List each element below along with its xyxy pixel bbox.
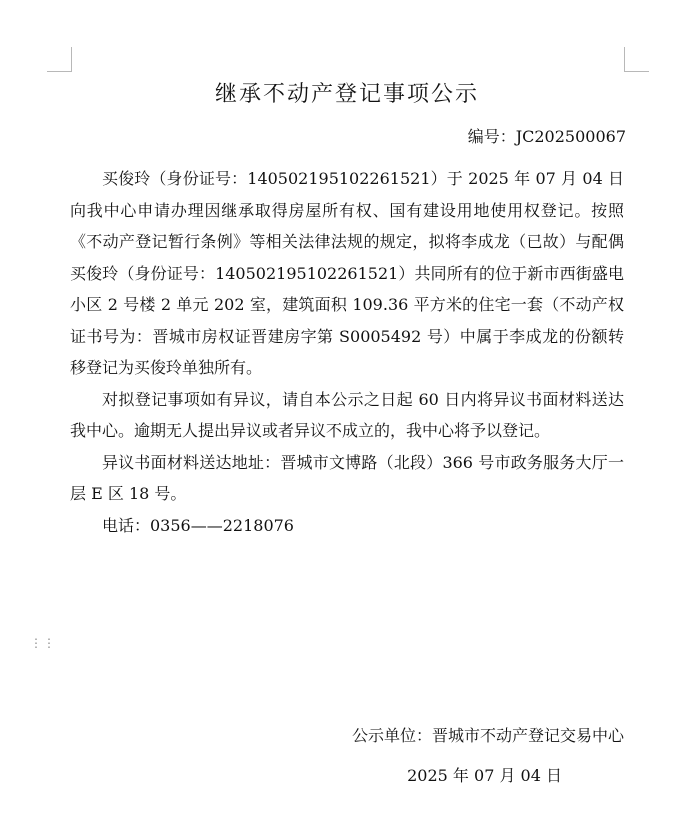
page-title: 继承不动产登记事项公示 xyxy=(214,82,479,107)
issue-date: 2025 年 07 月 04 日 xyxy=(407,766,562,785)
paragraph-objection: 对拟登记事项如有异议，请自本公示之日起 60 日内将异议书面材料送达我中心。逾期无人提出异议或者异议不成立的，我中心将予以登记。 xyxy=(70,389,624,440)
paragraph-phone: 电话：0356——2218076 xyxy=(102,515,294,535)
document-body xyxy=(70,163,624,541)
paragraph-address: 异议书面材料送达地址：晋城市文博路（北段）366 号市政务服务大厅一层 E 区 18 号。 xyxy=(70,452,624,503)
document-number: 编号：JC202500067 xyxy=(467,127,626,146)
drag-handle-icon[interactable]: ⋮⋮ xyxy=(30,636,56,650)
paragraph-main: 买俊玲（身份证号：140502195102261521）于 2025 年 07 月 04 日向我中心申请办理因继承取得房屋所有权、国有建设用地使用权登记。按照《不动产登记暂行条例》等相关法律法规的规定，拟将李成龙（已故）与配偶买俊玲（身份证号：140502195102261521）共同所有的位于新市西街盛电小区 2 号楼 2 单元 202 室，建筑面积 109.36 平方米的住宅一套（不动产权证书号为：晋城市房权证晋建房字第 S0005492 号）中属于李成龙的份额转移登记为买俊玲单独所有。 xyxy=(70,169,624,377)
issuer-line: 公示单位：晋城市不动产登记交易中心 xyxy=(351,726,624,745)
margin-corner-top-right xyxy=(624,47,649,72)
margin-corner-top-left xyxy=(47,47,72,72)
